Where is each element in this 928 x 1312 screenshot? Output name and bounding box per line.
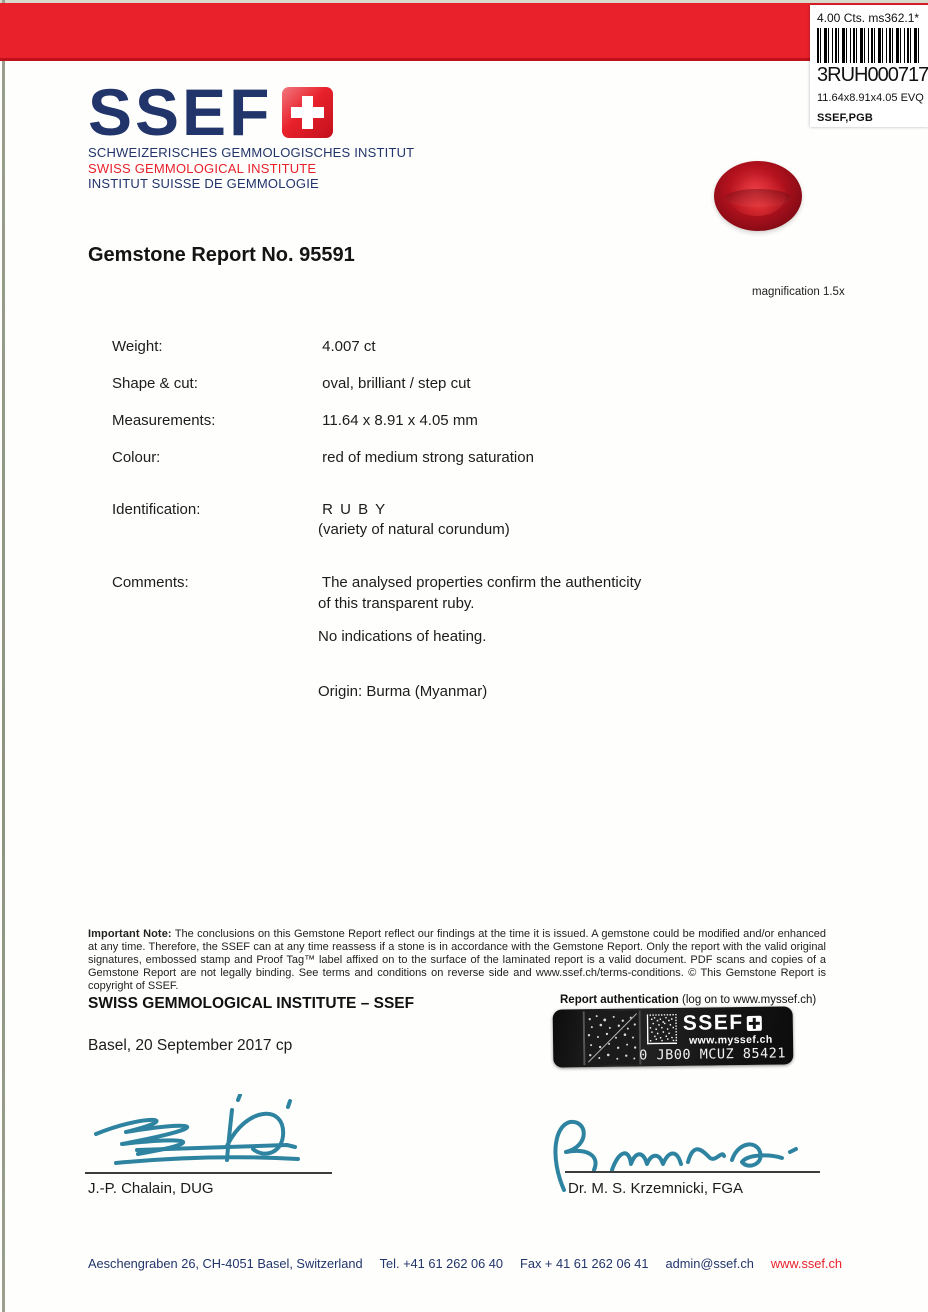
magnification-caption: magnification 1.5x [752,286,845,298]
proof-tag-icon [583,1010,642,1065]
footer-fax: Fax + 41 61 262 06 41 [520,1256,649,1271]
sticker-code: 0 JB00 MCUZ 85421 [639,1045,787,1064]
logo-line-german: SCHWEIZERISCHES GEMMOLOGISCHES INSTITUT [88,145,415,160]
field-label: Colour: [112,449,161,466]
date-line: Basel, 20 September 2017 cp [88,1037,293,1054]
sticker-swiss-cross-icon [747,1015,762,1030]
signer-left-name: J.-P. Chalain, DUG [88,1180,214,1197]
field-value: red of medium strong saturation [322,449,534,466]
logo-line-french: INSTITUT SUISSE DE GEMMOLOGIE [88,176,319,191]
ssef-logo-text: SSEF [88,75,273,149]
field-shape-cut [112,375,471,392]
identification-value: R U B Y [322,501,387,518]
sticker-brand-text: SSEF [682,1011,744,1035]
auth-label-note: (log on to www.myssef.ch) [678,994,817,1006]
footer-website: www.ssef.ch [770,1256,842,1271]
signature-chalain [82,1094,337,1172]
field-colour [112,449,534,466]
field-label: Identification: [112,501,201,518]
important-note [88,928,826,993]
field-measurements [112,412,478,429]
field-label: Comments: [112,574,189,591]
authentication-sticker [553,1006,794,1067]
footer-address: Aeschengraben 26, CH-4051 Basel, Switzerland [88,1256,363,1271]
logo-line-english: SWISS GEMMOLOGICAL INSTITUTE [88,160,317,176]
qr-code-icon [647,1014,677,1044]
identification-subvalue: (variety of natural corundum) [318,521,510,538]
scan-left-edge [2,0,5,1312]
footer-tel: Tel. +41 61 262 06 40 [379,1256,504,1271]
important-note-text: The conclusions on this Gemstone Report reflect our findings at the time it is issued. A gemstone could be modified and/or enhanced at any time. Therefore, the SSEF can at any time reassess if a stone is in accordance with the Gemstone Report. Only the report with the valid original signatures, embossed stamp and Proof Tag™ label affixed on to the surface of the laminated report is a valid document. PDF scans and copies of a Gemstone Report are not legally binding. See terms and conditions on reverse side and www.ssef.ch/terms-conditions. © This Gemstone Report is copyright of SSEF. [88,928,826,993]
comments-origin: Origin: Burma (Myanmar) [318,683,488,700]
field-label: Shape & cut: [112,375,198,392]
field-label: Weight: [112,338,163,355]
field-value: oval, brilliant / step cut [322,375,471,392]
page-title: Gemstone Report No. 95591 [88,244,355,266]
auth-label-bold: Report authentication [560,994,679,1006]
label-carats: 4.00 Cts. ms362.1* [817,11,920,25]
sticker-url: www.myssef.ch [688,1033,773,1047]
signer-right-name: Dr. M. S. Krzemnicki, FGA [568,1180,744,1197]
field-weight [112,338,376,355]
comments-line1: The analysed properties confirm the authenticity [321,574,642,591]
signature-line-left [85,1172,332,1174]
comments-line2: of this transparent ruby. [318,595,475,612]
field-label: Measurements: [112,412,216,429]
inventory-label [810,5,928,127]
header-red-band [0,3,928,61]
barcode-value: 3RUH000717 [817,64,928,86]
field-identification [112,501,387,518]
institute-heading: SWISS GEMMOLOGICAL INSTITUTE – SSEF [88,995,415,1012]
sticker-brand [683,1011,762,1036]
field-comments [112,574,641,591]
label-code: SSEF,PGB [817,112,874,124]
barcode-icon [817,28,921,63]
label-dimensions: 11.64x8.91x4.05 EVQ [817,92,924,104]
ssef-logo [88,75,415,192]
signature-line-right [565,1171,820,1173]
field-value: 4.007 ct [322,338,376,355]
footer-email: admin@ssef.ch [665,1256,754,1271]
footer [88,1256,842,1271]
ruby-photo [714,161,802,231]
report-authentication-label [560,994,816,1006]
important-note-label: Important Note: [88,928,172,940]
field-value: 11.64 x 8.91 x 4.05 mm [322,412,478,429]
comments-heating: No indications of heating. [318,628,487,645]
swiss-cross-icon [282,87,333,138]
